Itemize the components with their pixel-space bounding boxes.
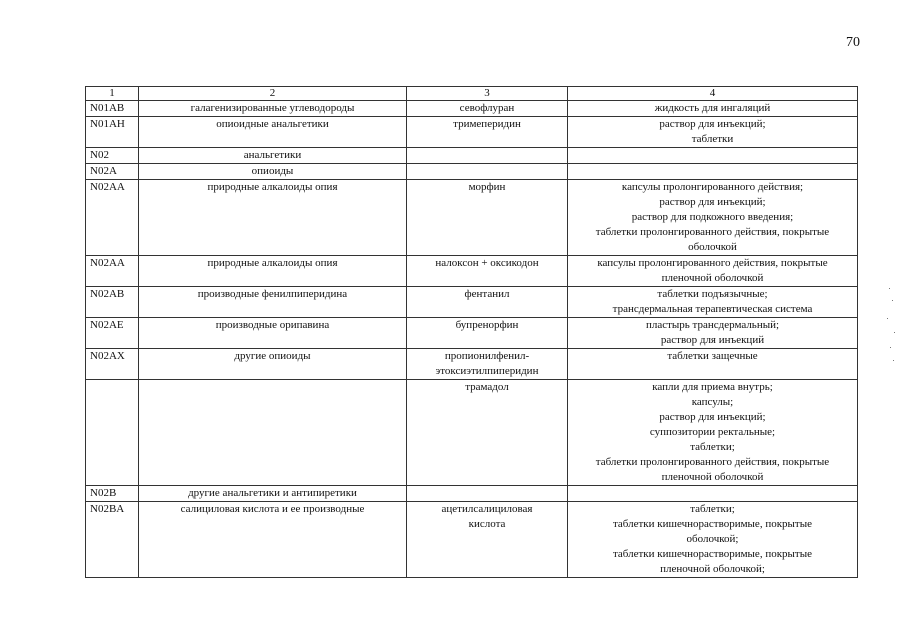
dosage-form-cell: таблетки; таблетки кишечнорастворимые, покрытые оболочкой; таблетки кишечнорастворимые, покрытые пленочной оболочкой;: [568, 502, 858, 578]
dosage-form-cell: таблетки подъязычные; трансдермальная терапевтическая система: [568, 287, 858, 318]
table-row: [86, 318, 858, 349]
scan-speck: [894, 332, 895, 333]
drug-name-cell: [407, 164, 568, 180]
table-row: [86, 101, 858, 117]
group-name-cell: другие анальгетики и антипиретики: [139, 486, 407, 502]
table-row: [86, 287, 858, 318]
dosage-form-cell: [568, 148, 858, 164]
table-row: [86, 256, 858, 287]
drug-name-cell: трамадол: [407, 380, 568, 486]
scan-speck: [890, 347, 891, 348]
table-header-row: [86, 87, 858, 101]
drug-name-cell: налоксон + оксикодон: [407, 256, 568, 287]
dosage-form-cell: [568, 164, 858, 180]
atc-code-cell: N02: [86, 148, 139, 164]
group-name-cell: производные фенилпиперидина: [139, 287, 407, 318]
drug-name-cell: [407, 486, 568, 502]
scan-speck: [889, 288, 890, 289]
table-row: [86, 349, 858, 380]
group-name-cell: опиоиды: [139, 164, 407, 180]
group-name-cell: другие опиоиды: [139, 349, 407, 380]
atc-code-cell: N01AB: [86, 101, 139, 117]
dosage-form-cell: капли для приема внутрь; капсулы; раствор для инъекций; суппозитории ректальные; таблетки; таблетки пролонгированного действия, покрытые пленочной оболочкой: [568, 380, 858, 486]
scan-speck: [887, 318, 888, 319]
group-name-cell: салициловая кислота и ее производные: [139, 502, 407, 578]
group-name-cell: [139, 380, 407, 486]
atc-code-cell: N02B: [86, 486, 139, 502]
page-number: 70: [846, 35, 860, 50]
table-row: [86, 117, 858, 148]
atc-code-cell: N02AE: [86, 318, 139, 349]
group-name-cell: производные орипавина: [139, 318, 407, 349]
drug-name-cell: ацетилсалициловая кислота: [407, 502, 568, 578]
drug-name-cell: [407, 148, 568, 164]
atc-code-cell: N02A: [86, 164, 139, 180]
scan-speck: [893, 360, 894, 361]
atc-code-cell: N02AX: [86, 349, 139, 380]
atc-code-cell: [86, 380, 139, 486]
atc-code-cell: N02BA: [86, 502, 139, 578]
table-row: [86, 164, 858, 180]
group-name-cell: природные алкалоиды опия: [139, 256, 407, 287]
dosage-form-cell: пластырь трансдермальный; раствор для инъекций: [568, 318, 858, 349]
table-row: [86, 148, 858, 164]
atc-code-cell: N02AB: [86, 287, 139, 318]
table-row: [86, 180, 858, 256]
dosage-form-cell: [568, 486, 858, 502]
atc-code-cell: N02AA: [86, 180, 139, 256]
group-name-cell: анальгетики: [139, 148, 407, 164]
dosage-form-cell: таблетки защечные: [568, 349, 858, 380]
table-row: [86, 486, 858, 502]
table-row: [86, 380, 858, 486]
drug-table: [85, 86, 858, 578]
column-header-2: 2: [139, 87, 407, 101]
group-name-cell: галагенизированные углеводороды: [139, 101, 407, 117]
column-header-3: 3: [407, 87, 568, 101]
drug-name-cell: тримеперидин: [407, 117, 568, 148]
drug-name-cell: севофлуран: [407, 101, 568, 117]
scan-speck: [892, 300, 893, 301]
atc-code-cell: N01AH: [86, 117, 139, 148]
dosage-form-cell: жидкость для ингаляций: [568, 101, 858, 117]
dosage-form-cell: раствор для инъекций; таблетки: [568, 117, 858, 148]
drug-name-cell: бупренорфин: [407, 318, 568, 349]
column-header-4: 4: [568, 87, 858, 101]
group-name-cell: природные алкалоиды опия: [139, 180, 407, 256]
atc-code-cell: N02AA: [86, 256, 139, 287]
drug-name-cell: пропионилфенил- этоксиэтилпиперидин: [407, 349, 568, 380]
dosage-form-cell: капсулы пролонгированного действия; раствор для инъекций; раствор для подкожного введения; таблетки пролонгированного действия, покрытые оболочкой: [568, 180, 858, 256]
group-name-cell: опиоидные анальгетики: [139, 117, 407, 148]
drug-name-cell: морфин: [407, 180, 568, 256]
table-row: [86, 502, 858, 578]
column-header-1: 1: [86, 87, 139, 101]
dosage-form-cell: капсулы пролонгированного действия, покрытые пленочной оболочкой: [568, 256, 858, 287]
drug-name-cell: фентанил: [407, 287, 568, 318]
